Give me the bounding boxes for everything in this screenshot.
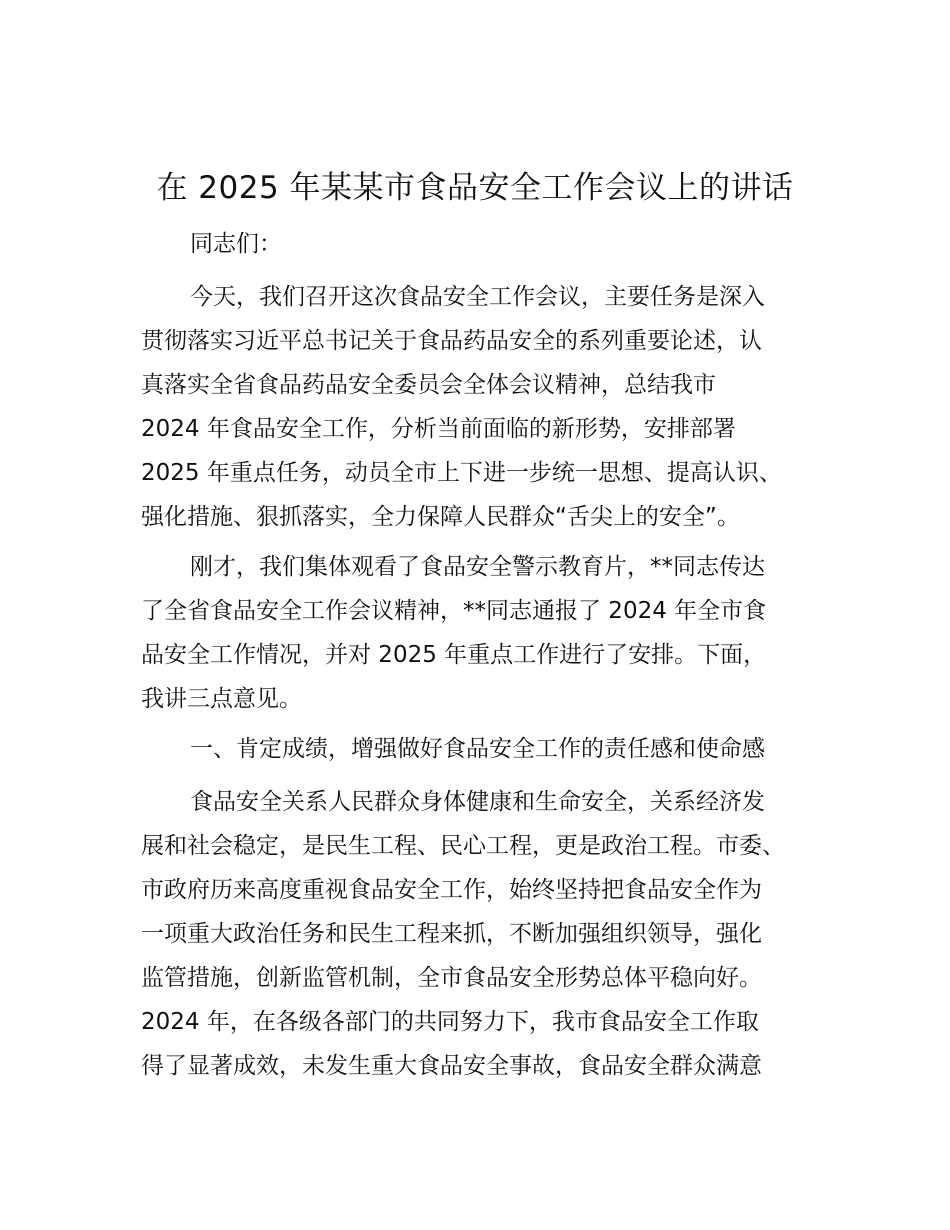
greeting-line: 同志们： bbox=[190, 231, 282, 257]
paragraph-line: 刚才，我们集体观看了食品安全警示教育片，**同志传达 bbox=[190, 554, 765, 580]
paragraph-line: 2025 年重点任务，动员全市上下进一步统一思想、提高认识、 bbox=[141, 460, 782, 486]
paragraph-line: 得了显著成效，未发生重大食品安全事故，食品安全群众满意 bbox=[141, 1053, 762, 1079]
paragraph-line: 2024 年，在各级各部门的共同努力下，我市食品安全工作取 bbox=[141, 1009, 759, 1035]
paragraph-line: 今天，我们召开这次食品安全工作会议，主要任务是深入 bbox=[190, 284, 765, 310]
paragraph-line: 真落实全省食品药品安全委员会全体会议精神，总结我市 bbox=[141, 372, 716, 398]
section-heading-text: 一、肯定成绩，增强做好食品安全工作的责任感和使命感 bbox=[190, 736, 765, 762]
section-heading-1 bbox=[141, 727, 813, 771]
document-title: 在 2025 年某某市食品安全工作会议上的讲话 bbox=[156, 170, 794, 206]
paragraph-line: 2024 年食品安全工作，分析当前面临的新形势，安排部署 bbox=[141, 416, 736, 442]
paragraph-line: 展和社会稳定，是民生工程、民心工程，更是政治工程。市委、 bbox=[141, 833, 785, 859]
paragraph-line: 监管措施，创新监管机制，全市食品安全形势总体平稳向好。 bbox=[141, 965, 762, 991]
paragraph-line: 贯彻落实习近平总书记关于食品药品安全的系列重要论述，认 bbox=[141, 328, 762, 354]
paragraph-line: 市政府历来高度重视食品安全工作，始终坚持把食品安全作为 bbox=[141, 877, 762, 903]
greeting bbox=[141, 222, 813, 266]
paragraph-line: 了全省食品安全工作会议精神，**同志通报了 2024 年全市食 bbox=[141, 598, 767, 624]
paragraph-line: 强化措施、狠抓落实，全力保障人民群众“舌尖上的安全”。 bbox=[141, 504, 740, 530]
paragraph-intro bbox=[141, 275, 813, 539]
paragraph-line: 一项重大政治任务和民生工程来抓，不断加强组织领导，强化 bbox=[141, 921, 762, 947]
paragraph-review bbox=[141, 545, 813, 721]
paragraph-line: 我讲三点意见。 bbox=[141, 686, 302, 712]
paragraph-line: 品安全工作情况，并对 2025 年重点工作进行了安排。下面， bbox=[141, 642, 767, 668]
paragraph-achievements bbox=[141, 780, 813, 1088]
paragraph-line: 食品安全关系人民群众身体健康和生命安全，关系经济发 bbox=[190, 789, 765, 815]
